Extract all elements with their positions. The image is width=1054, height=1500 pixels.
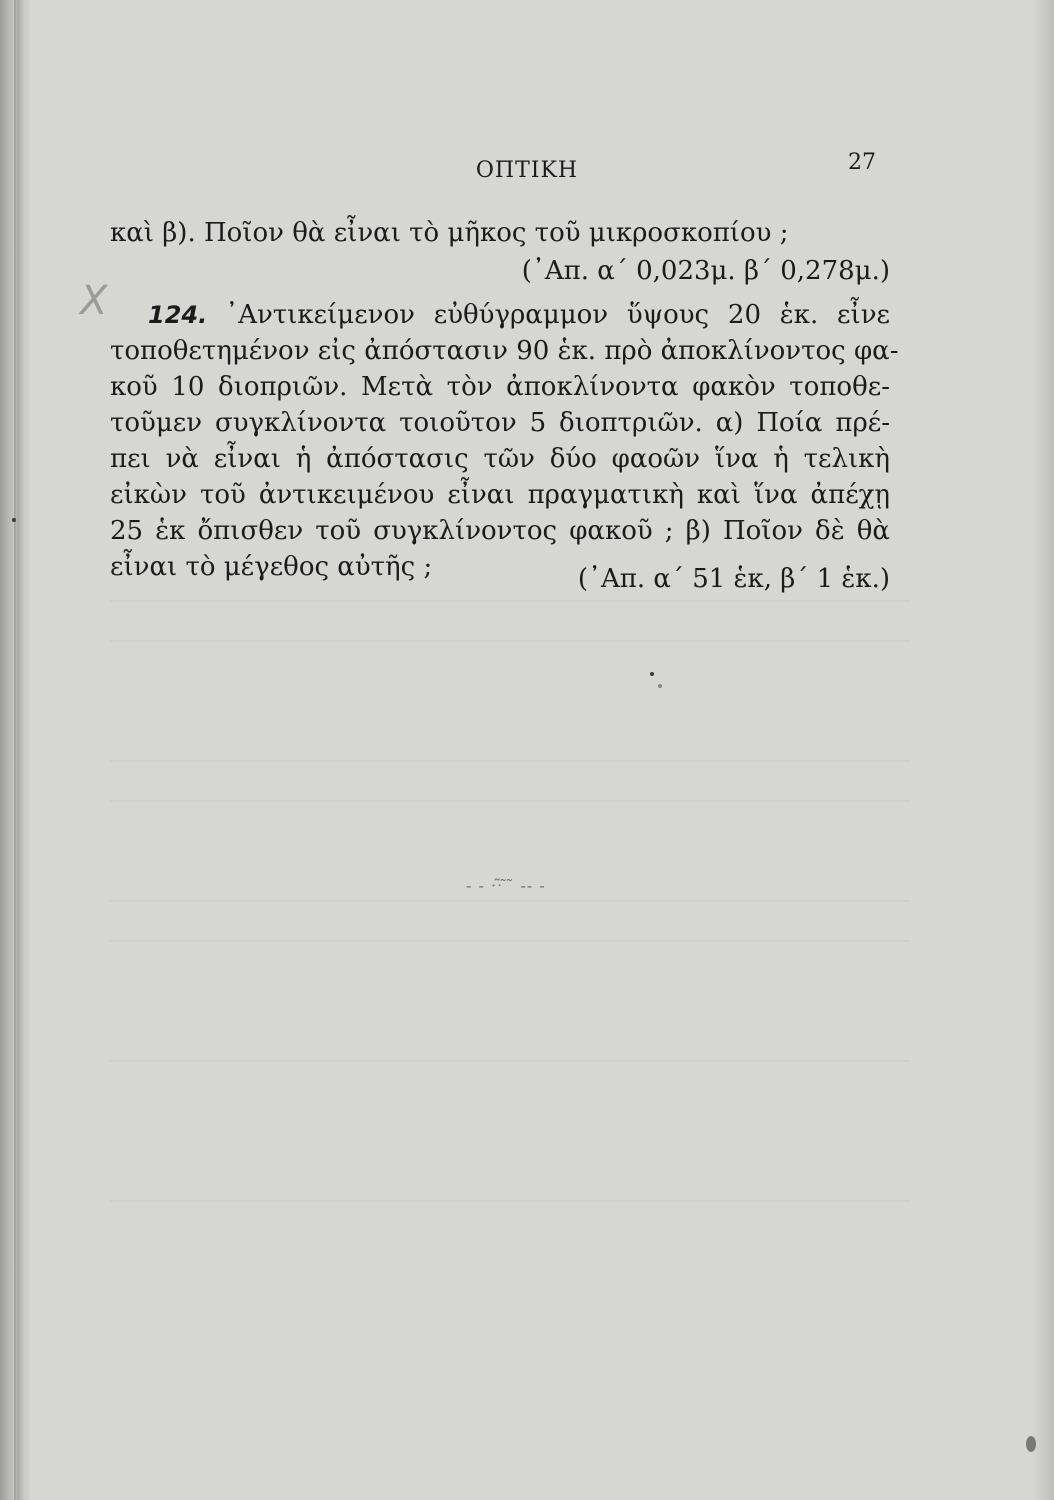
problem-line: πει νὰ εἶναι ἡ ἀπόστασις τῶν δύο φαοῶν ἵνα ἡ τελικὴ [110, 444, 890, 474]
margin-pencil-mark: X [80, 278, 108, 324]
problem-line: 25 ἑκ ὄπισθεν τοῦ συγκλίνοντος φακοῦ ; β) Ποῖον δὲ θὰ [110, 516, 890, 546]
paper-speck [12, 518, 16, 522]
paper-speck [1026, 1436, 1036, 1452]
show-through-line [110, 600, 910, 602]
show-through-line [110, 640, 910, 642]
show-through-line [110, 940, 910, 942]
binding-shadow-line [14, 0, 16, 1500]
problem-line: τοποθετημένον εἰς ἀπόστασιν 90 ἑκ. πρὸ ἀποκλίνοντος φα- [110, 336, 899, 366]
page-number: 27 [848, 150, 876, 175]
problem-line: τοῦμεν συγκλίνοντα τοιοῦτον 5 διοπτριῶν. α) Ποία πρέ- [110, 408, 890, 438]
show-through-line [110, 760, 910, 762]
show-through-line [110, 1200, 910, 1202]
running-head: ΟΠΤΙΚΗ [475, 158, 579, 183]
end-ornament: - - ·ᐧ̃ ̃ ̃ -- - [466, 876, 546, 895]
problem-first-line-text: ᾿Αντικείμενον εὐθύγραμμον ὕψους 20 ἑκ. εἶνε [225, 300, 890, 330]
problem-last-line: εἶναι τὸ μέγεθος αὐτῆς ; [110, 552, 433, 582]
page-right-edge [1032, 0, 1054, 1500]
paper-speck [658, 684, 662, 688]
continuation-answer: (᾿Απ. α΄ 0,023μ. β΄ 0,278μ.) [521, 256, 890, 286]
paper-speck [650, 672, 654, 676]
show-through-line [110, 800, 910, 802]
problem-first-line [148, 300, 890, 330]
problem-number: 124. [148, 301, 208, 329]
problem-line: κοῦ 10 διοπριῶν. Μετὰ τὸν ἀποκλίνοντα φακὸν τοποθε- [110, 372, 890, 402]
show-through-line [110, 1060, 910, 1062]
problem-line: εἰκὼν τοῦ ἀντικειμένου εἶναι πραγματικὴ καὶ ἵνα ἀπέχῃ [110, 480, 890, 510]
problem-answer: (᾿Απ. α΄ 51 ἑκ, β΄ 1 ἑκ.) [577, 564, 890, 594]
show-through-line [110, 900, 910, 902]
continuation-line: καὶ β). Ποῖον θὰ εἶναι τὸ μῆκος τοῦ μικροσκοπίου ; [110, 218, 789, 248]
